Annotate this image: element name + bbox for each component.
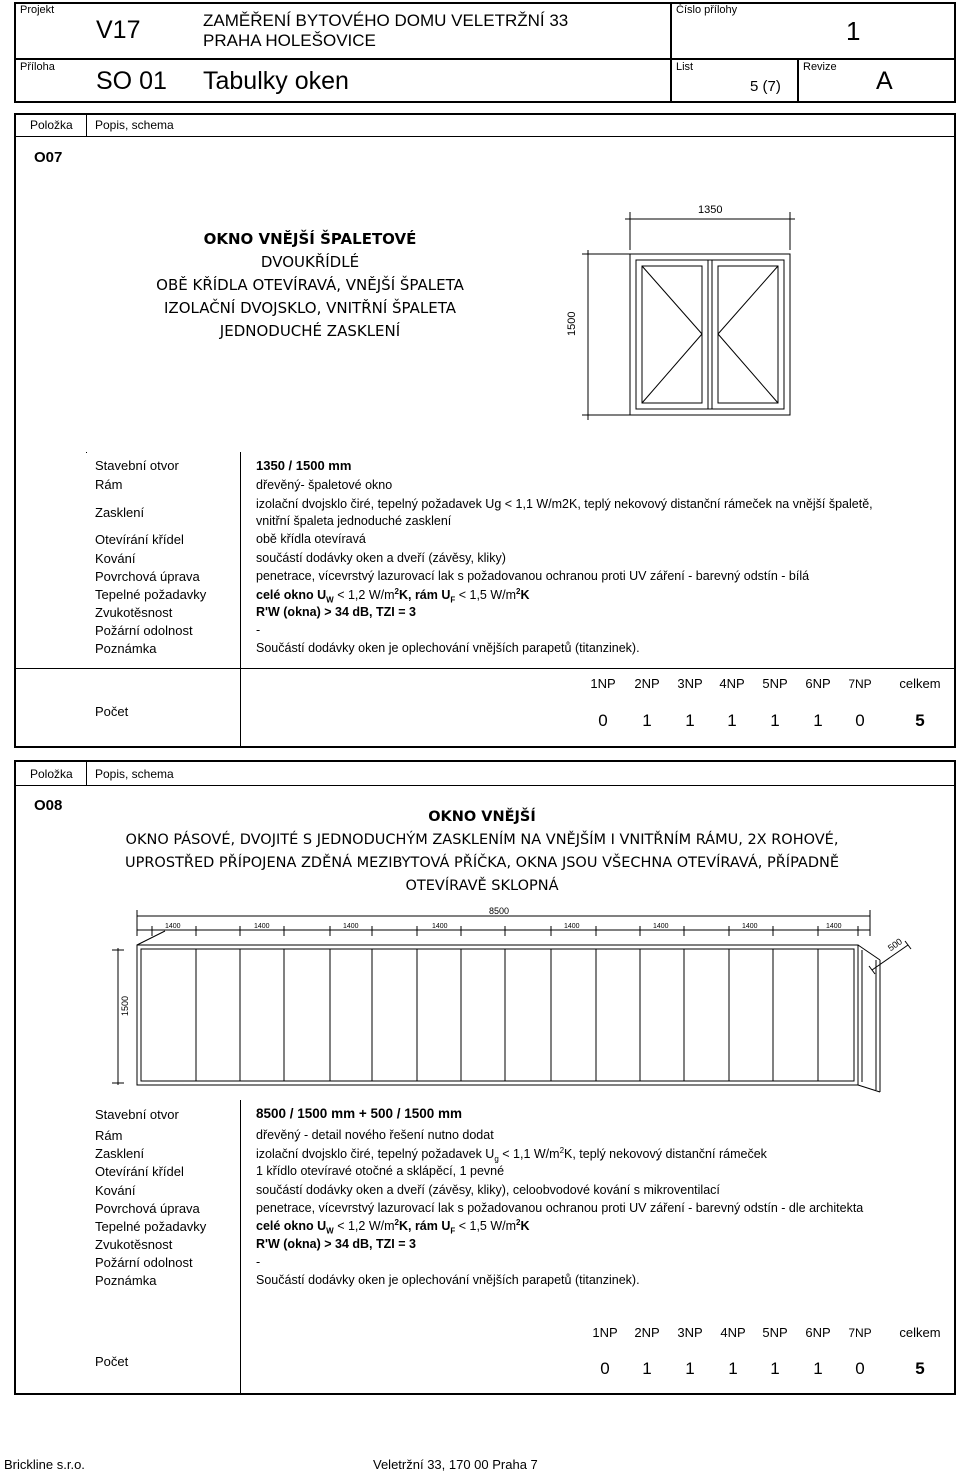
spec-label: Povrchová úprava: [95, 1201, 200, 1216]
title-line: OBĚ KŘÍDLA OTEVÍRAVÁ, VNĚJŠÍ ŠPALETA: [156, 276, 464, 294]
spec-value: součástí dodávky oken a dveří (závěsy, kliky), celoobvodové kování s mikroventilací: [256, 1183, 720, 1197]
floor-count: 1: [770, 1359, 780, 1378]
floor-header: 4NP: [720, 1325, 746, 1340]
floor-header: 1NP: [592, 1325, 618, 1340]
title-line: DVOUKŘÍDLÉ: [260, 253, 360, 271]
item-id: O07: [34, 149, 63, 166]
spec-label: Požární odolnost: [95, 1255, 193, 1270]
spec-label: Zvukotěsnost: [95, 605, 173, 620]
spec-value: vnitřní špaleta jednoduché zasklení: [256, 514, 452, 528]
spec-value: -: [256, 623, 261, 637]
spec-label: Zasklení: [95, 505, 145, 520]
title-line: OKNO PÁSOVÉ, DVOJITÉ S JEDNODUCHÝM ZASKLENÍM NA VNĚJŠÍM I VNITŘNÍM RÁMU, 2X ROHOVÉ,: [125, 832, 839, 848]
floor-header: 5NP: [762, 676, 788, 691]
title-line: UPROSTŘED PŘÍPOJENA ZDĚNÁ MEZIBYTOVÁ PŘÍČKA, OKNA JSOU VŠECHNA OTEVÍRAVÁ, PŘÍPADNĚ: [125, 855, 839, 871]
spec-label: Kování: [95, 1183, 136, 1198]
spec-value: dřevěný - detail nového řešení nutno dodat: [256, 1128, 494, 1142]
spec-label: Otevírání křídel: [95, 532, 184, 547]
revize-label: Revize: [803, 61, 837, 73]
spec-value-thermal: celé okno $U_W < 1,2$ $W/m^2K$, rám $U_F < 1,5$ $W/m^2K$: [256, 1218, 530, 1236]
spec-value-thermal: celé okno $U_W < 1,2$ $W/m^2K$, rám $U_F < 1,5$ $W/m^2K$: [256, 587, 530, 605]
dimension-height: 1500: [120, 995, 130, 1016]
segment-dimension: 1400: [165, 923, 181, 930]
spec-label: Kování: [95, 551, 136, 566]
spec-value: součástí dodávky oken a dveří (závěsy, kliky): [256, 551, 506, 565]
projekt-name-line2: PRAHA HOLEŠOVICE: [203, 31, 376, 50]
dimension-height: 1500: [566, 311, 578, 336]
spec-label: Rám: [95, 1128, 123, 1143]
segment-dimension: 1400: [254, 923, 270, 930]
floor-header: 6NP: [805, 1325, 831, 1340]
floor-count: 1: [728, 1359, 738, 1378]
spec-label: Tepelné požadavky: [95, 1219, 207, 1234]
list-value: 5 (7): [750, 78, 781, 95]
title-line: OKNO VNĚJŠÍ ŠPALETOVÉ: [203, 230, 417, 248]
floor-count: 1: [642, 1359, 652, 1378]
priloha-name: Tabulky oken: [203, 67, 349, 95]
segment-dimension: 1400: [343, 923, 359, 930]
floor-header: 2NP: [634, 1325, 660, 1340]
floor-header: 4NP: [719, 676, 745, 691]
title-line: OKNO VNĚJŠÍ: [428, 809, 536, 825]
floor-count: 0: [855, 711, 865, 730]
floor-count: 0: [600, 1359, 610, 1378]
segment-dimension: 1400: [742, 923, 758, 930]
segment-dimension: 1400: [826, 923, 842, 930]
floor-header: celkem: [899, 1325, 941, 1340]
floor-header: 1NP: [590, 676, 616, 691]
projekt-name-line1: ZAMĚŘENÍ BYTOVÉHO DOMU VELETRŽNÍ 33: [203, 11, 569, 30]
pocet-label: Počet: [95, 704, 129, 719]
spec-label: Zasklení: [95, 1146, 145, 1161]
spec-value-glazing: izolační dvojsklo čiré, tepelný požadavek $U_g < 1,1$ $W/m^2K$, teplý nekovový distanční rámeček: [256, 1146, 767, 1164]
floor-count-total: 5: [915, 711, 925, 730]
footer-company: Brickline s.r.o.: [4, 1457, 85, 1472]
spec-label: Rám: [95, 477, 123, 492]
polozka-header: Položka: [30, 118, 73, 132]
spec-value: obě křídla otevíravá: [256, 532, 366, 546]
spec-value: penetrace, vícevrstvý lazurovací lak s požadovanou ochranou proti UV záření - barevný odstín - bílá: [256, 569, 810, 583]
priloha-code: SO 01: [96, 67, 167, 95]
popis-header: Popis, schema: [95, 767, 174, 781]
floor-count: 1: [813, 711, 823, 730]
dimension-side: 500: [886, 936, 905, 954]
dimension-total: 8500: [489, 906, 510, 916]
floor-count: 1: [685, 711, 695, 730]
spec-value: 8500 / 1500 mm + 500 / 1500 mm: [256, 1106, 463, 1121]
spec-label: Poznámka: [95, 641, 157, 656]
title-line: IZOLAČNÍ DVOJSKLO, VNITŘNÍ ŠPALETA: [164, 299, 456, 317]
floor-count: 1: [642, 711, 652, 730]
floor-header: 2NP: [634, 676, 660, 691]
spec-label: Stavební otvor: [95, 458, 179, 473]
floor-header: 6NP: [805, 676, 831, 691]
title-line: JEDNODUCHÉ ZASKLENÍ: [219, 322, 401, 340]
floor-count: 1: [727, 711, 737, 730]
spec-label: Tepelné požadavky: [95, 587, 207, 602]
revize-value: A: [876, 67, 893, 95]
popis-header: Popis, schema: [95, 118, 174, 132]
projekt-label: Projekt: [20, 4, 55, 16]
spec-label: Požární odolnost: [95, 623, 193, 638]
floor-count: 1: [770, 711, 780, 730]
floor-count: 1: [813, 1359, 823, 1378]
floor-header: 7NP: [848, 1326, 872, 1340]
floor-header: celkem: [899, 676, 941, 691]
floor-count: 1: [685, 1359, 695, 1378]
floor-count: 0: [855, 1359, 865, 1378]
segment-dimension: 1400: [432, 923, 448, 930]
spec-value: R'W (okna) > 34 dB, TZI = 3: [256, 1237, 416, 1251]
spec-value: 1350 / 1500 mm: [256, 458, 352, 473]
footer-address: Veletržní 33, 170 00 Praha 7: [373, 1457, 538, 1472]
cislo-prilohy-value: 1: [846, 16, 861, 46]
spec-value: Součástí dodávky oken je oplechování vnějších parapetů (titanzinek).: [256, 1273, 640, 1287]
spec-value: penetrace, vícevrstvý lazurovací lak s požadovanou ochranou proti UV záření - barevný odstín - dle architekta: [256, 1201, 864, 1215]
item-id: O08: [34, 797, 63, 814]
spec-value: izolační dvojsklo čiré, tepelný požadavek Ug < 1,1 W/m2K, teplý nekovový distanční rámeček na vnější špaletě,: [256, 497, 873, 511]
spec-label: Zvukotěsnost: [95, 1237, 173, 1252]
spec-label: Stavební otvor: [95, 1107, 179, 1122]
projekt-code: V17: [96, 16, 141, 44]
floor-count-total: 5: [915, 1359, 925, 1378]
floor-header: 3NP: [677, 676, 703, 691]
floor-header: 3NP: [677, 1325, 703, 1340]
spec-value: -: [256, 1255, 261, 1269]
spec-label: Otevírání křídel: [95, 1164, 184, 1179]
cislo-prilohy-label: Číslo přílohy: [676, 4, 738, 16]
spec-value: dřevěný- špaletové okno: [256, 478, 393, 492]
floor-header: 7NP: [848, 677, 872, 691]
spec-label: Poznámka: [95, 1273, 157, 1288]
spec-value: R'W (okna) > 34 dB, TZI = 3: [256, 605, 416, 619]
dimension-width: 1350: [698, 204, 723, 216]
title-line: OTEVÍRAVĚ SKLOPNÁ: [405, 878, 559, 894]
segment-dimension: 1400: [564, 923, 580, 930]
floor-count: 0: [598, 711, 608, 730]
list-label: List: [676, 61, 694, 73]
floor-header: 5NP: [762, 1325, 788, 1340]
spec-value: Součástí dodávky oken je oplechování vnějších parapetů (titanzinek).: [256, 641, 640, 655]
pocet-label: Počet: [95, 1354, 129, 1369]
priloha-label: Příloha: [20, 61, 55, 73]
segment-dimension: 1400: [653, 923, 669, 930]
spec-label: Povrchová úprava: [95, 569, 200, 584]
spec-value: 1 křídlo otevíravé otočné a sklápěcí, 1 pevné: [256, 1164, 505, 1178]
polozka-header: Položka: [30, 767, 73, 781]
